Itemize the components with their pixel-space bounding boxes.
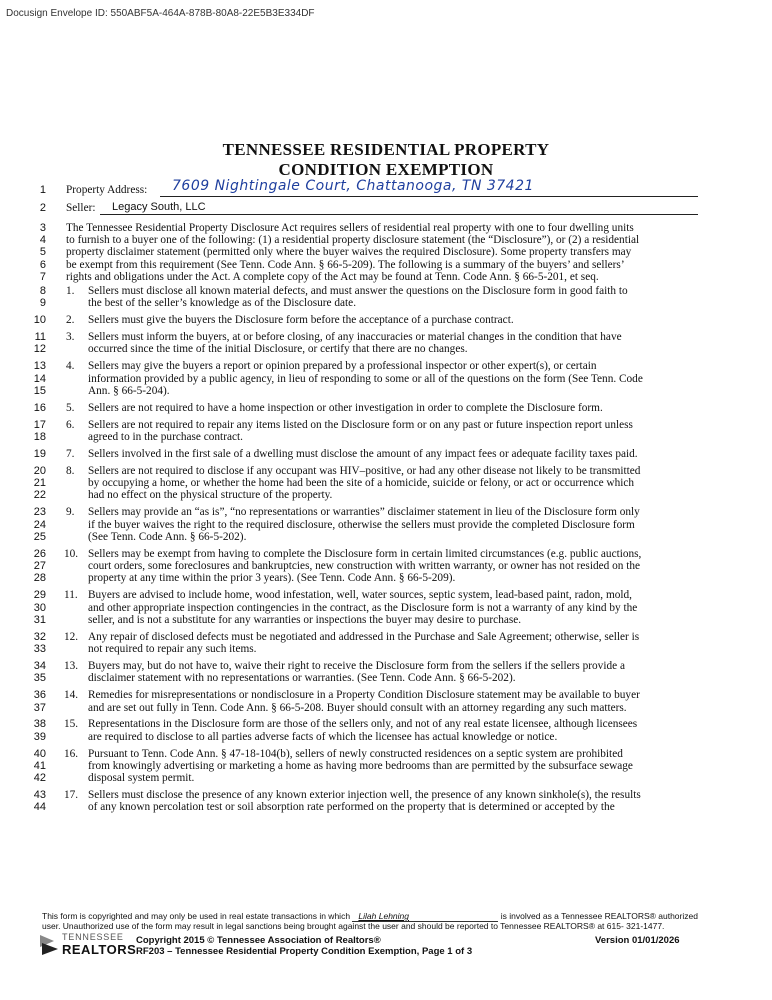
seller-label: Seller: [66,202,96,214]
item-text-line: Any repair of disclosed defects must be negotiated and addressed in the Purchase and Sale Agreement; otherwise, seller is [88,630,640,643]
item-number: 17. [64,789,79,802]
property-address-label: Property Address: [66,184,148,196]
item-text-line: agreed to in the purchase contract. [88,431,243,443]
item-text-line: Sellers must disclose the presence of any known exterior injection well, the presence of any known sinkhole(s), the results [88,789,641,802]
line-number: 4 [39,234,46,247]
item-text-line: by occupying a home, or whether the home had been the site of a homicide, suicide or felony, or act or occurrence which [88,477,635,490]
logo-text-bottom: REALTORS [62,942,137,957]
item-text-line: Representations in the Disclosure form are those of the sellers only, and not of any real estate licensee, although licensees [88,718,638,731]
footer-version: Version 01/01/2026 [595,935,680,946]
item-text-line: from knowingly advertising or marketing a home as having more bedrooms than are permitted by the subsurface sewage [88,759,633,772]
item-text-line: (See Tenn. Code Ann. § 66-5-202). [88,530,247,543]
footer-usage-warning: user. Unauthorized use of the form may result in legal sanctions being brought against the user and should be reported to Tennessee REALTORS® at 615- 321-1477. [42,921,665,931]
line-number: 35 [33,672,46,685]
line-number: 24 [33,518,46,531]
item-text-line: had no effect on the physical structure of the property. [88,489,333,502]
item-text-line: Sellers must inform the buyers, at or before closing, of any inaccuracies or material changes in the condition that have [88,331,622,344]
item-text-line: Sellers must disclose all known material defects, and must answer the questions on the Disclosure form in good faith to [88,285,628,297]
seller-field [100,200,698,215]
line-number: 29 [33,589,46,602]
footer-copyright: Copyright 2015 © Tennessee Association of Realtors® [136,935,381,946]
intro-line: to furnish to a buyer one of the following: (1) a residential property disclosure statement (the “Disclosure”), or (2) a residential [66,234,640,247]
line-number: 40 [33,747,46,760]
item-number: 6. [66,418,75,431]
line-number: 23 [33,506,46,519]
item-number: 7. [66,447,75,460]
item-number: 14. [64,689,79,702]
item-text-line: Ann. § 66-5-204). [88,384,170,397]
line-number: 9 [39,297,46,310]
line-number: 8 [39,285,46,297]
line-number: 36 [33,689,46,702]
line-number: 31 [33,613,46,626]
item-number: 15. [64,718,79,731]
line-number: 18 [33,431,46,443]
line-number: 42 [33,772,46,785]
intro-line: rights and obligations under the Act. A complete copy of the Act may be found at Tenn. Code Ann. § 66-5-201, et seq. [66,270,599,283]
property-address-value: 7609 Nightingale Court, Chattanooga, TN 37421 [172,178,534,194]
item-text-line: Sellers involved in the first sale of a dwelling must disclose the amount of any impact fees or adequate facility taxes paid. [88,447,638,460]
line-number: 15 [33,384,46,397]
line-number: 2 [39,202,46,214]
item-text-line: of any known percolation test or soil absorption rate performed on the property that is determined or accepted by the [88,801,615,814]
item-text-line: Sellers are not required to repair any items listed on the Disclosure form or on any past or future inspection report unless [88,418,633,431]
line-number: 21 [33,477,46,490]
line-number: 32 [33,630,46,643]
property-address-field [160,180,698,197]
item-number: 5. [66,401,75,414]
line-number: 43 [33,789,46,802]
item-text-line: disposal system permit. [88,772,195,785]
item-text-line: property at any time within the prior 3 years). (See Tenn. Code Ann. § 66-5-209). [88,572,456,585]
item-number: 16. [64,747,79,760]
line-number: 13 [33,360,46,373]
item-text-line: Pursuant to Tenn. Code Ann. § 47-18-104(b), sellers of newly constructed residences on a septic system are prohibited [88,747,623,760]
item-text-line: Buyers may, but do not have to, waive their right to receive the Disclosure form from the sellers if the sellers provide a [88,660,625,672]
item-text-line: Buyers are advised to include home, wood infestation, well, water sources, septic system, lead-based paint, radon, mold, [88,589,632,602]
footer-notice-text-2: is involved as a Tennessee REALTORS® authorized [500,911,698,921]
item-text-line: disclaimer statement with no representations or warranties. (See Tenn. Code Ann. § 66-5-202). [88,672,516,685]
item-text-line: and other appropriate inspection contingencies in the contract, as the Disclosure form is not a warranty of any kind by the [88,601,638,614]
item-text-line: Sellers may be exempt from having to complete the Disclosure form in certain limited circumstances (e.g. public auctions, [88,547,642,560]
line-number: 14 [33,372,46,385]
seller-value: Legacy South, LLC [112,201,206,213]
intro-line: The Tennessee Residential Property Disclosure Act requires sellers of residential real property with one to four dwelling units [66,222,634,234]
item-text-line: seller, and is not a substitute for any warranties or inspections the buyer may desire to purchase. [88,613,522,626]
line-number: 12 [33,343,46,356]
line-number: 28 [33,572,46,585]
line-number: 44 [33,801,46,814]
document-title-line2: CONDITION EXEMPTION [278,160,494,179]
tennessee-realtors-logo [40,931,135,959]
document-title-line1: TENNESSEE RESIDENTIAL PROPERTY [222,140,550,159]
line-number: 38 [33,718,46,731]
item-text-line: the best of the seller’s knowledge as of the Disclosure date. [88,297,357,310]
item-text-line: if the buyer waives the right to the required disclosure, otherwise the sellers must provide the completed Disclosure form [88,518,635,531]
item-text-line: court orders, some foreclosures and bankruptcies, new construction with written warranty, or owner has not resided on the [88,560,641,573]
line-number: 5 [39,246,46,259]
item-number: 8. [66,464,75,477]
item-number: 9. [66,506,75,519]
envelope-id: Docusign Envelope ID: 550ABF5A-464A-878B-80A8-22E5B3E334DF [6,8,315,19]
line-number: 37 [33,701,46,714]
item-number: 10. [64,547,79,560]
item-text-line: Sellers are not required to have a home inspection or other investigation in order to complete the Disclosure form. [88,401,603,414]
line-number: 3 [39,222,46,234]
item-number: 2. [66,314,75,327]
line-number: 33 [33,643,46,656]
line-number: 20 [33,464,46,477]
line-number: 11 [34,331,46,344]
logo-text-top: TENNESSEE [62,932,124,942]
item-text-line: Sellers may give the buyers a report or opinion prepared by a professional inspector or other expert(s), or certain [88,360,597,373]
item-text-line: not required to repair any such items. [88,643,257,656]
intro-line: be exempt from this requirement (See Tenn. Code Ann. § 66-5-209). The following is a summary of the buyers’ and sellers’ [66,258,625,271]
footer-form-id: RF203 – Tennessee Residential Property Condition Exemption, Page 1 of 3 [136,946,473,957]
item-text-line: occurred since the time of the initial Disclosure, or certify that there are no changes. [88,343,468,356]
line-number: 16 [33,401,46,414]
line-number: 27 [33,560,46,573]
item-number: 13. [64,660,79,672]
item-text-line: Remedies for misrepresentations or nondisclosure in a Property Condition Disclosure statement may be available to buyer [88,689,640,702]
line-number: 39 [33,730,46,743]
line-number: 30 [33,601,46,614]
item-text-line: Sellers are not required to disclose if any occupant was HIV–positive, or had any other disease not likely to be transmitted [88,464,641,477]
line-number: 26 [33,547,46,560]
realtors-arrow-icon [40,931,60,957]
line-number: 19 [33,447,46,460]
item-number: 11. [64,589,78,602]
line-number: 1 [39,184,46,196]
line-number: 34 [33,660,46,672]
line-number: 10 [33,314,46,327]
item-text-line: information provided by a public agency, in lieu of responding to some or all of the questions on the form (See Tenn. Code [88,372,643,385]
line-number: 41 [33,759,46,772]
item-number: 4. [66,360,75,373]
footer-notice-text: This form is copyrighted and may only be used in real estate transactions in which [42,911,351,921]
item-number: 1. [66,285,75,297]
item-number: 3. [66,331,75,344]
line-number: 17 [33,418,46,431]
item-number: 12. [64,630,79,643]
line-number: 22 [33,489,46,502]
item-text-line: Sellers may provide an “as is”, “no representations or warranties” disclaimer statement in lieu of the Disclosure form only [88,506,640,519]
line-number: 7 [39,270,46,283]
intro-line: property disclaimer statement (permitted only where the buyer waives the required Disclosure). Some property transfers may [66,246,632,259]
item-text-line: are required to disclose to all parties adverse facts of which the licensee has actual knowledge or notice. [88,730,558,743]
line-number: 6 [39,258,46,271]
item-text-line: and are set out fully in Tenn. Code Ann. § 66-5-208. Buyer should consult with an attorney regarding any such matters. [88,701,627,714]
licensee-name: Lilah Lehning [358,911,409,921]
item-text-line: Sellers must give the buyers the Disclosure form before the acceptance of a purchase contract. [88,314,514,327]
line-number: 25 [33,530,46,543]
